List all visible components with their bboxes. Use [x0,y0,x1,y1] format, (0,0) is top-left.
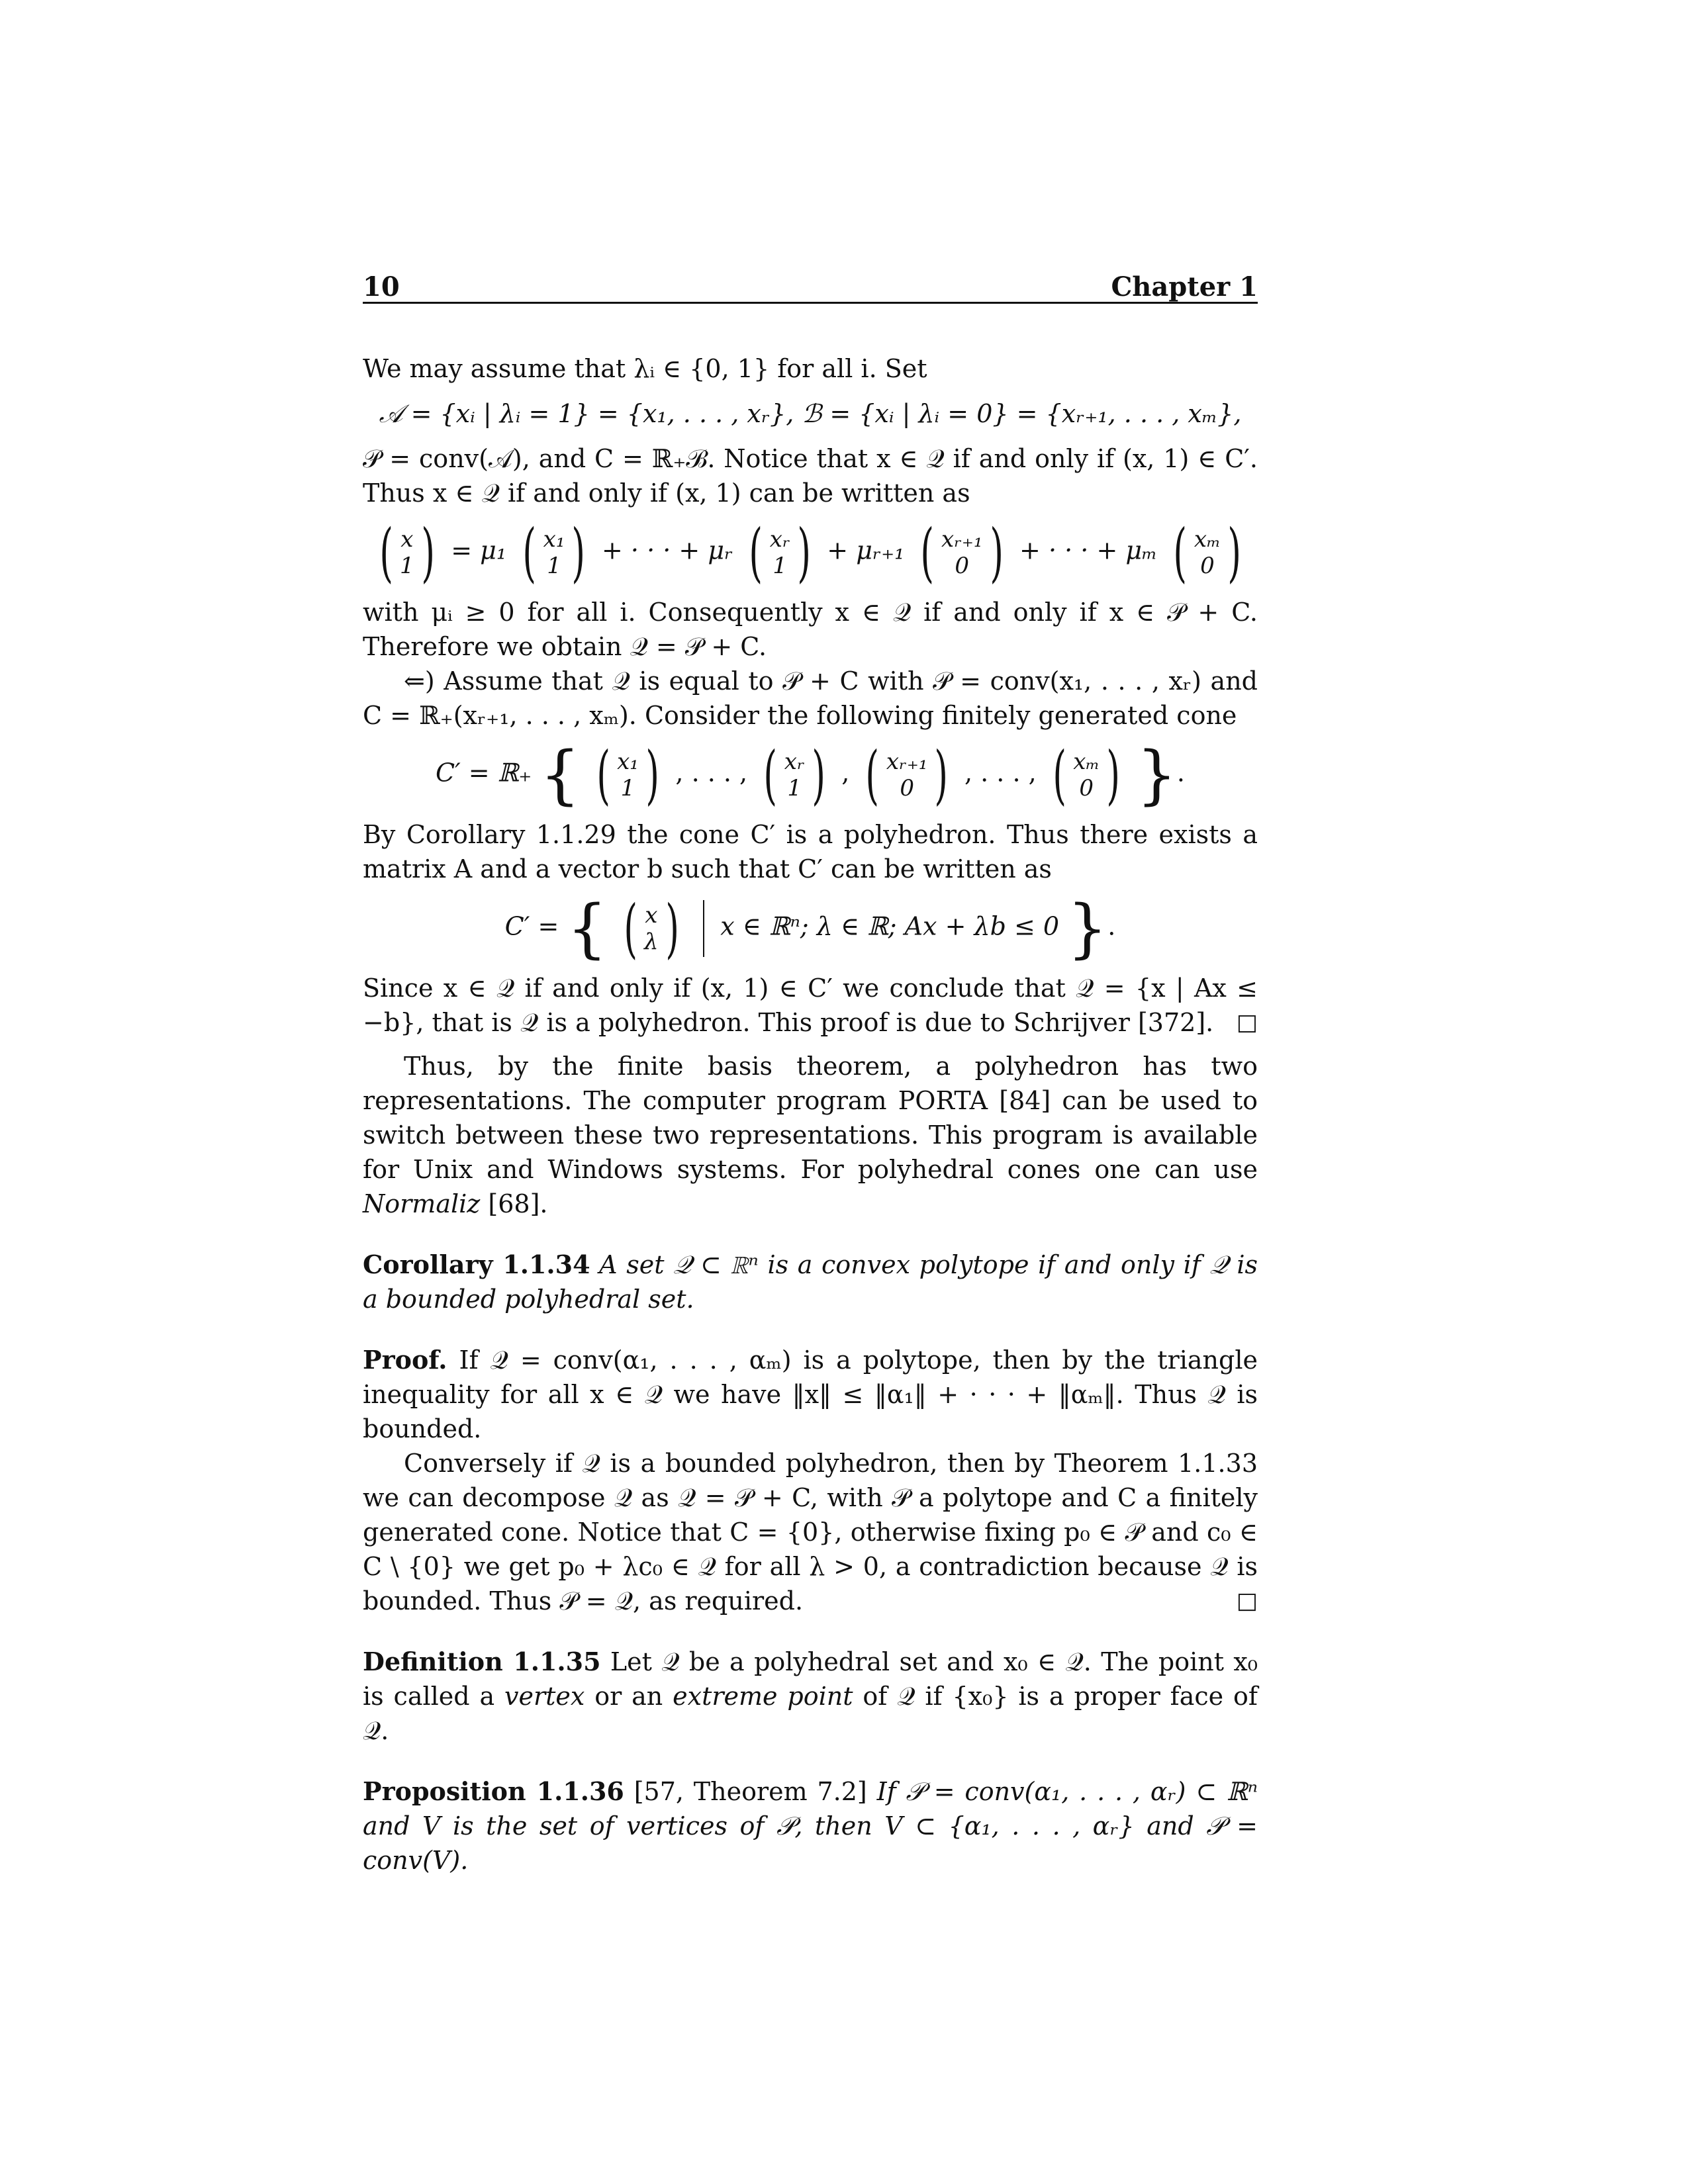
left-brace: { [539,738,581,812]
paragraph-intro: We may assume that λᵢ ∈ {0, 1} for all i. Set [363,354,927,383]
paragraph-converse: ⇐) Assume that 𝒬 is equal to 𝒫 + C with 𝒫 = conv(x₁, . . . , xᵣ) and C = ℝ₊(xᵣ₊₁, . . . , xₘ). Consider the following finitely generated cone [363,666,1258,730]
paragraph-conv: 𝒫 = conv(𝒜), and C = ℝ₊ℬ. Notice that x ∈ 𝒬 if and only if (x, 1) ∈ C′. Thus x ∈ 𝒬 if and only if (x, 1) can be written as [363,444,1258,508]
corollary-text: A set 𝒬 ⊂ ℝⁿ is a convex polytope if and only if 𝒬 is a bounded polyhedral set. [363,1250,1258,1314]
page-content [363,270,1258,1878]
paragraph-finite-basis: Thus, by the finite basis theorem, a polyhedron has two representations. The computer program PORTA [84] can be used to switch between these two representations. This program is available for Unix and Windows systems. For polyhedral cones one can use Normaliz [68]. [363,1052,1258,1218]
page-number: 10 [363,271,400,302]
vector-lhs: ( x 1 ) [379,516,435,590]
corollary-1-1-34 [363,1248,1258,1316]
proposition-1-1-36 [363,1774,1258,1878]
coef-mum: + · · · + μₘ [1019,535,1158,565]
equation-sets-text: 𝒜 = {xᵢ | λᵢ = 1} = {x₁, . . . , xᵣ}, ℬ = {xᵢ | λᵢ = 0} = {xᵣ₊₁, . . . , xₘ}, [379,399,1242,428]
proposition-label: Proposition 1.1.36 [363,1776,624,1806]
equation-combination [363,516,1258,590]
proposition-text: If 𝒫 = conv(α₁, . . . , αᵣ) ⊂ ℝⁿ and V is the set of vertices of 𝒫, then V ⊂ {α₁, . . . , αᵣ} and 𝒫 = conv(V). [363,1777,1258,1875]
proof-paragraph-2: Conversely if 𝒬 is a bounded polyhedron, then by Theorem 1.1.33 we can decompose 𝒬 as 𝒬 = 𝒫 + C, with 𝒫 a polytope and C a finitely generated cone. Notice that C = {0}, otherwise fixing p₀ ∈ 𝒫 and c₀ ∈ C \ {0} we get p₀ + λc₀ ∈ 𝒬 for all λ > 0, a contradiction because 𝒬 is bounded. Thus 𝒫 = 𝒬, as required. □ [363,1446,1258,1618]
qed-mark: □ [1236,1588,1258,1614]
definition-label: Definition 1.1.35 [363,1647,601,1676]
vector-x1: ( x₁ 1 ) [522,516,586,590]
paragraph-since: Since x ∈ 𝒬 if and only if (x, 1) ∈ C′ we conclude that 𝒬 = {x | Ax ≤ −b}, that is 𝒬 is a polyhedron. This proof is due to Schrijver [372]. □ [363,971,1258,1040]
qed-mark: □ [1236,1009,1258,1036]
set-builder-bar [703,900,704,957]
right-brace: } [1136,738,1177,812]
coef-mur: + · · · + μᵣ [602,535,733,565]
equation-cone: C′ = ℝ₊ { ( x₁ 1 ) , . . . , ( xᵣ 1 ) , ( xᵣ₊₁ 0 ) , . . . , ( xₘ 0 ) }. [436,738,1185,812]
equation-sets [363,396,1258,431]
corollary-label: Corollary 1.1.34 [363,1250,590,1279]
proof-paragraph-1: Proof. If 𝒬 = conv(α₁, . . . , αₘ) is a polytope, then by the triangle inequality for all x ∈ 𝒬 we have ‖x‖ ≤ ‖α₁‖ + · · · + ‖αₘ‖. Thus 𝒬 is bounded. [363,1345,1258,1443]
chapter-title: Chapter 1 [1111,271,1258,302]
vector-xr1: ( xᵣ₊₁ 0 ) [920,516,1004,590]
vector-xr: ( xᵣ 1 ) [749,516,811,590]
definition-1-1-35: Definition 1.1.35 Let 𝒬 be a polyhedral set and x₀ ∈ 𝒬. The point x₀ is called a vertex or an extreme point of 𝒬 if {x₀} is a proper face of 𝒬. [363,1647,1258,1745]
coef-mur1: + μᵣ₊₁ [827,535,905,565]
proposition-ref: [57, Theorem 7.2] [633,1777,867,1806]
vector-xm: ( xₘ 0 ) [1173,516,1241,590]
equation-cone-polyhedron: C′ = { ( x λ ) x ∈ ℝⁿ; λ ∈ ℝ; Ax + λb ≤ 0 }. [504,891,1116,966]
running-header [363,270,1258,304]
paragraph-consequently: with μᵢ ≥ 0 for all i. Consequently x ∈ 𝒬 if and only if x ∈ 𝒫 + C. Therefore we obtain 𝒬 = 𝒫 + C. [363,598,1258,661]
paragraph-corollary-ref: By Corollary 1.1.29 the cone C′ is a polyhedron. Thus there exists a matrix A and a vector b such that C′ can be written as [363,820,1258,884]
proof-label: Proof. [363,1345,447,1375]
coef-mu1: = μ₁ [451,535,507,565]
